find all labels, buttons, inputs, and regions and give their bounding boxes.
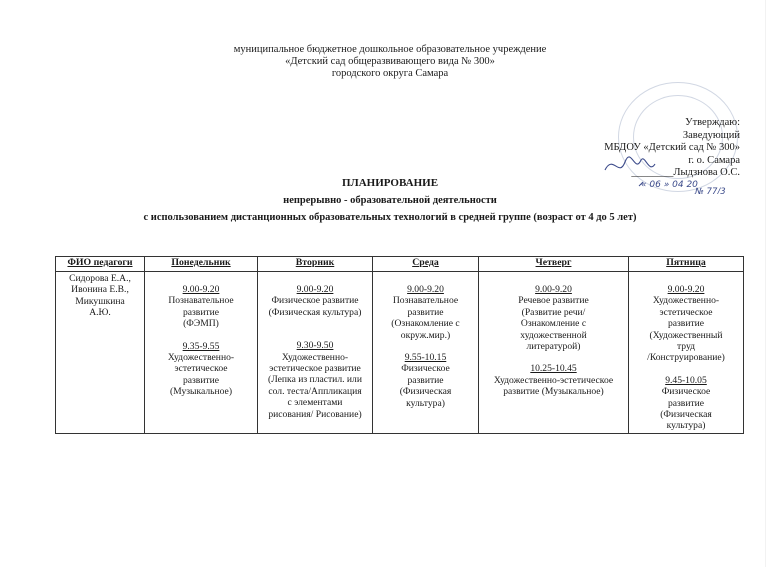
cell-wednesday: 9.00-9.20 Познавательное развитие (Ознакомление с окруж.мир.) 9.55-10.15 Физическое развитие (Физическая культура) [373,272,479,434]
header-teachers: ФИО педагоги [56,257,145,272]
approval-line-2: Заведующий [682,129,740,141]
friday-time-1: 9.00-9.20 [667,284,705,295]
tuesday-time-1: 9.00-9.20 [296,284,334,295]
institution-line-2: «Детский сад общеразвивающего вида № 300» [285,56,495,67]
handwritten-order-number: № 77/3 [695,187,726,194]
scan-edge [765,0,766,567]
institution-header [0,44,780,80]
thursday-time-1: 9.00-9.20 [535,284,572,295]
institution-line-1: муниципальное бюджетное дошкольное образовательное учреждение [233,44,547,55]
document-title: ПЛАНИРОВАНИЕ [341,177,439,189]
header-tuesday: Вторник [258,257,373,272]
document-subtitle-1: непрерывно - образовательной деятельности [283,195,497,206]
cell-friday: 9.00-9.20 Художественно- эстетическое развитие (Художественный труд /Конструирование) 9.45-10.05 Физическое развитие (Физическая культура) [629,272,744,434]
handwritten-date: « 06 » 04 20 [641,180,698,190]
wednesday-time-1: 9.00-9.20 [407,284,444,295]
table-row [56,272,744,434]
wednesday-time-2: 9.55-10.15 [404,352,447,364]
document-title-block [0,176,780,224]
header-monday: Понедельник [145,257,258,272]
cell-thursday: 9.00-9.20 Речевое развитие (Развитие речи/ Ознакомление с художественной литературой) 10.25-10.45 Художественно-эстетическое развитие (Музыкальное) [479,272,629,434]
header-wednesday: Среда [373,257,479,272]
approval-line-4: г. о. Самара [688,154,740,166]
monday-time-1: 9.00-9.20 [182,284,220,295]
cell-monday: 9.00-9.20 Познавательное развитие (ФЭМП) 9.35-9.55 Художественно- эстетическое развитие (Музыкальное) [145,272,258,434]
tuesday-time-2: 9.30-9.50 [296,340,334,352]
thursday-time-2: 10.25-10.45 [530,363,577,375]
approval-line-5: ________Лыдзнова О.С. [631,167,740,178]
monday-time-2: 9.35-9.55 [182,340,220,352]
approval-line-1: Утверждаю: [685,117,740,128]
table-header-row [56,257,744,272]
institution-line-3: городского округа Самара [331,68,449,79]
header-friday: Пятница [629,257,744,272]
cell-teachers: Сидорова Е.А., Ивонина Е.В., Микушкина А.Ю. [56,272,145,434]
friday-time-2: 9.45-10.05 [665,374,707,386]
approval-line-3: МБДОУ «Детский сад № 300» [604,142,740,153]
cell-tuesday: 9.00-9.20 Физическое развитие (Физическая культура) 9.30-9.50 Художественно- эстетическое развитие (Лепка из пластил. или сол. теста/Аппликация с элементами рисования/ Рисование) [258,272,373,434]
document-subtitle-2: с использованием дистанционных образовательных технологий в средней группе (возраст от 4 до 5 лет) [143,212,637,223]
schedule-table [55,256,744,434]
header-thursday: Четверг [479,257,629,272]
